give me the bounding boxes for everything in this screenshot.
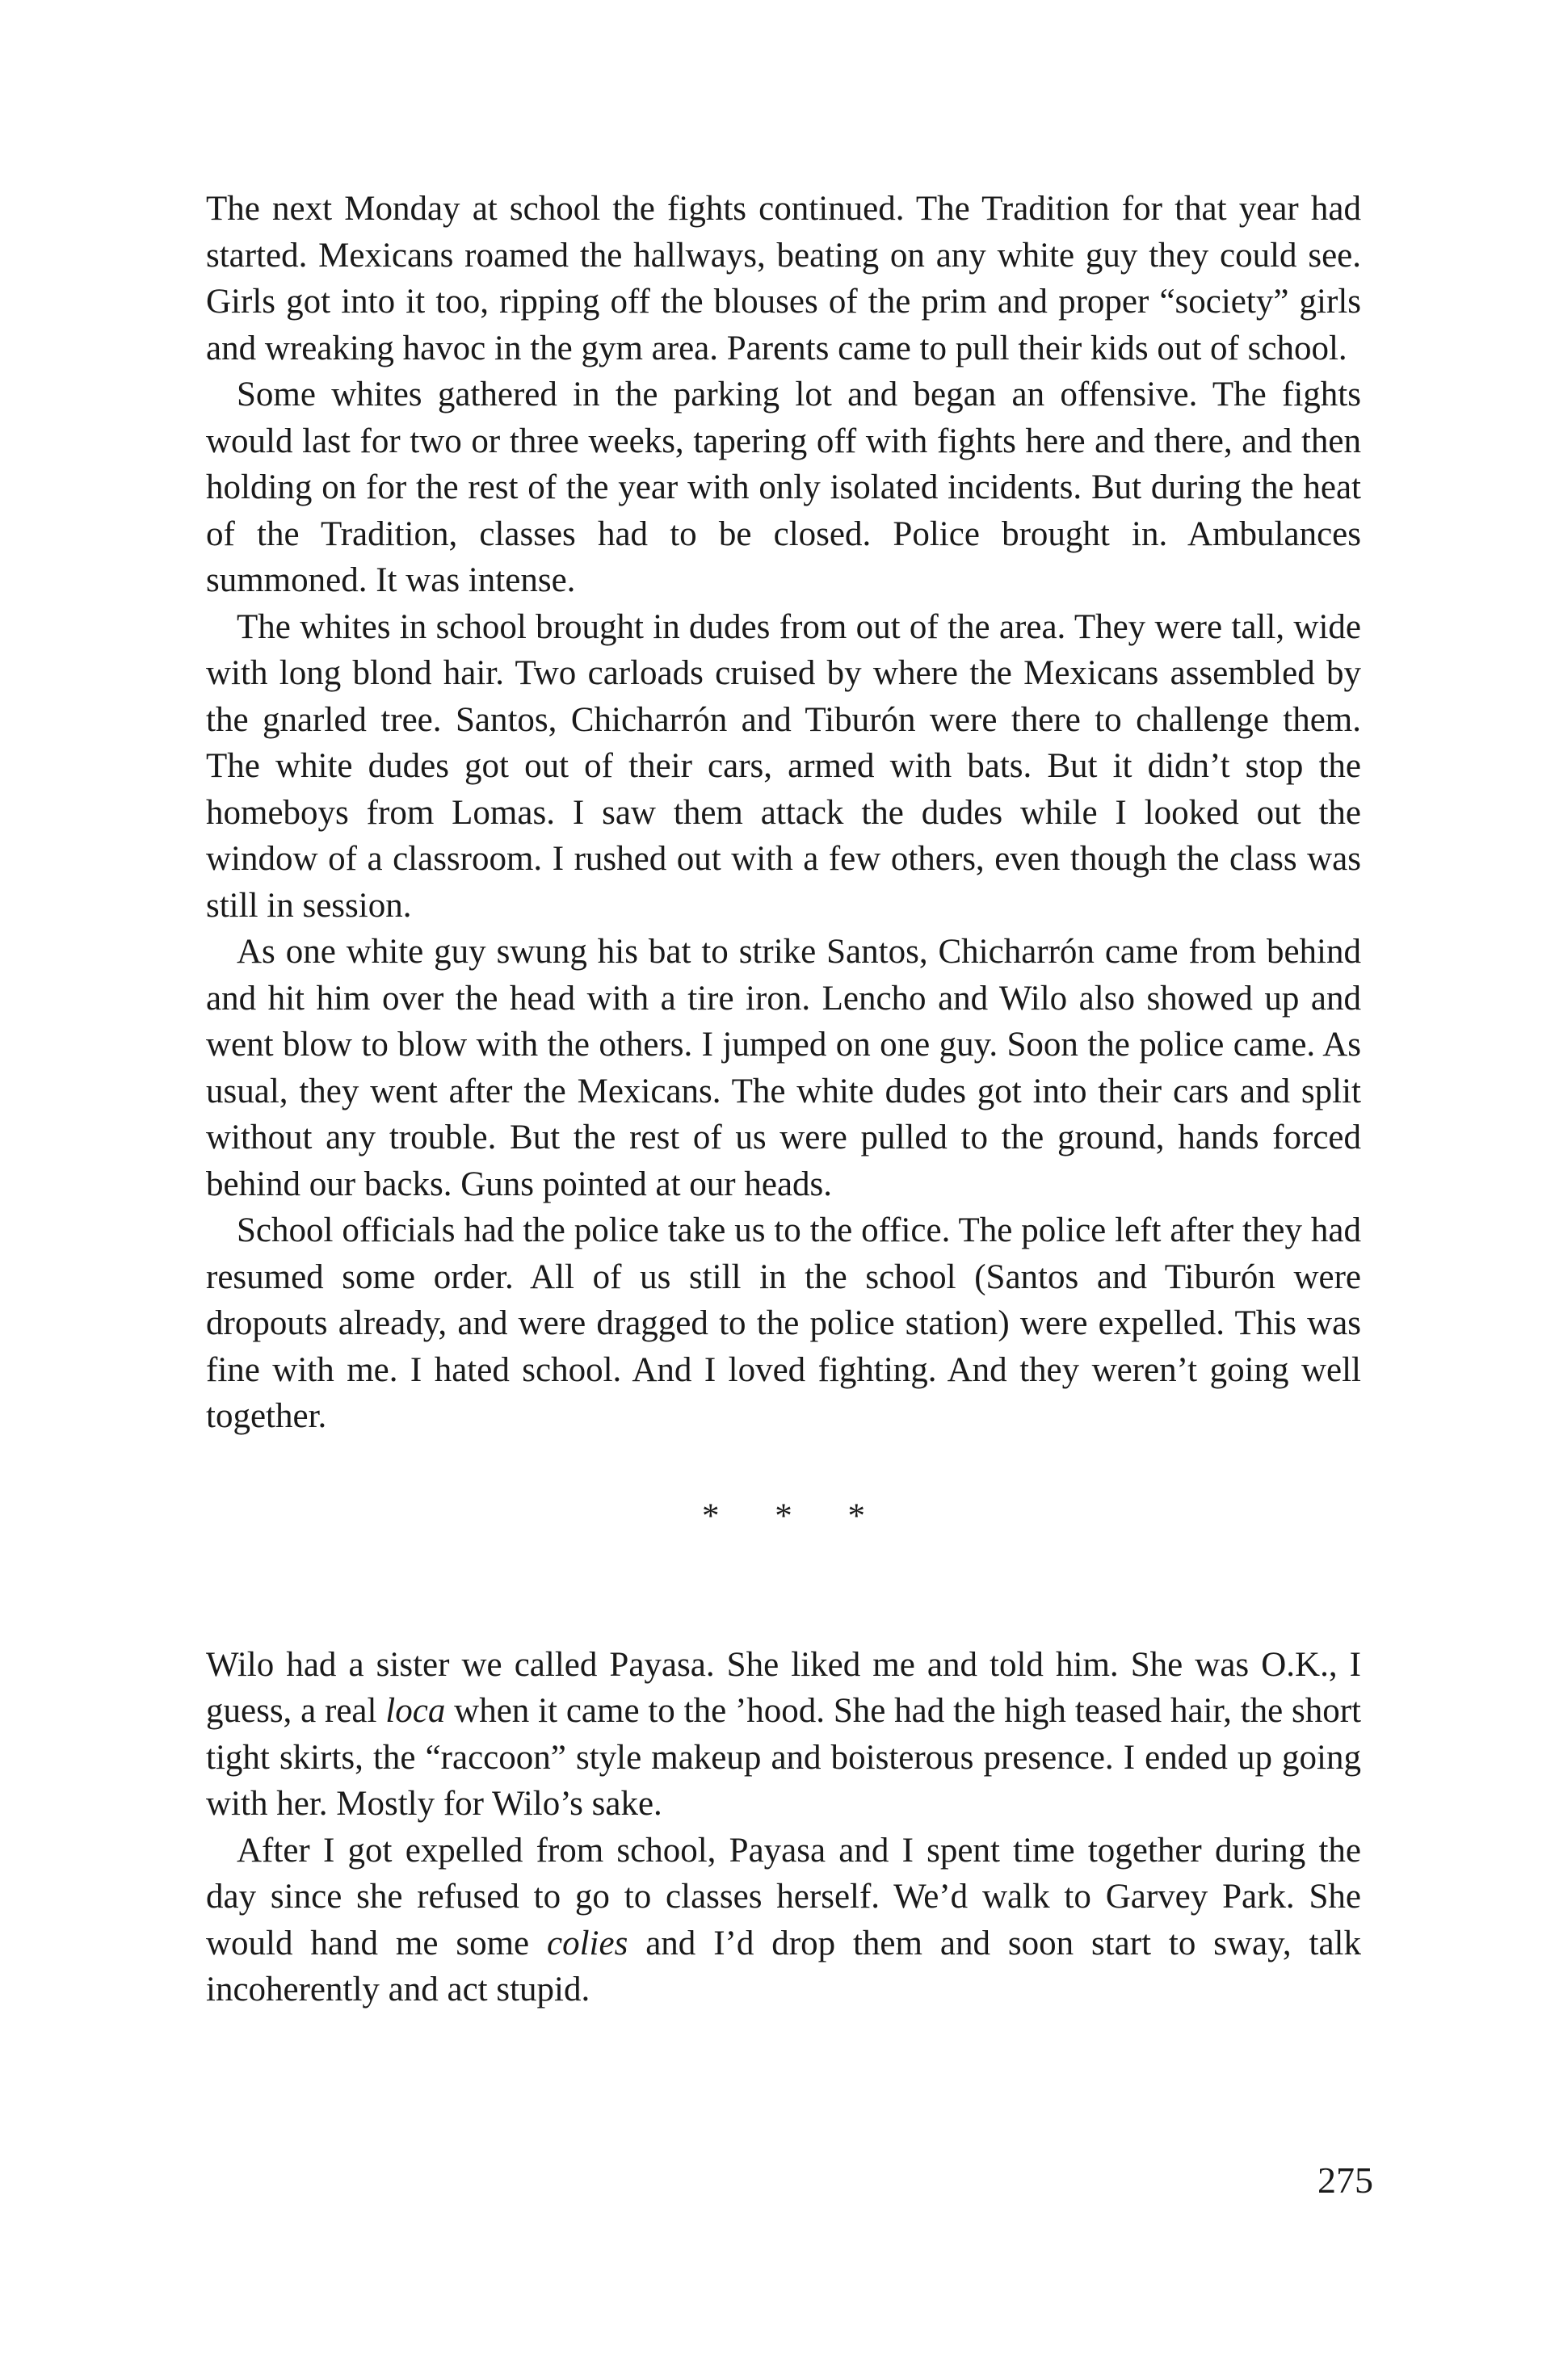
paragraph-fights-continued: The next Monday at school the fights continued. The Tradition for that year had started. Mexicans roamed the hallways, beating on any white guy they could see. Girls got into it too, ripping off the blouses of the prim and proper “society” girls and wreaking havoc in the gym area. Parents came to pull their kids out of school. [206,190,1361,367]
section-break-asterisks: * * * [702,1496,865,1535]
paragraph-white-dudes: The whites in school brought in dudes from out of the area. They were tall, wide with long blond hair. Two carloads cruised by where the Mexicans assembled by the gnarled tree. Santos, Chicharrón and Tiburón were there to challenge them. The white dudes got out of their cars, armed with bats. But it didn’t stop the homeboys from Lomas. I saw them attack the dudes while I looked out the window of a classroom. I rushed out with a few others, even though the class was still in session. [206,607,1361,925]
paragraph-expelled: School officials had the police take us to the office. The police left after they had resumed some order. All of us still in the school (Santos and Tiburón were dropouts already, and were dragged to the police station) were expelled. This was fine with me. I hated school. And I loved fighting. And they weren’t going well together. [206,1211,1361,1435]
italic-word-loca: loca [385,1692,446,1730]
italic-word-colies: colies [547,1924,628,1962]
paragraph-garvey-park [206,1828,1361,2013]
paragraph-payasa-text-1: Wilo had a sister we called Payasa. She liked me and told him. She was O.K., I guess, a real [206,1645,1361,1730]
section-break [206,1440,1361,1642]
paragraph-payasa-text-2: when it came to the ’hood. She had the high teased hair, the short tight skirts, the “raccoon” style makeup and boisterous presence. I ended up going with her. Mostly for Wilo’s sake. [206,1692,1362,1823]
paragraph-garvey-park-text-2: and I’d drop them and soon start to sway, talk incoherently and act stupid. [206,1924,1361,2009]
paragraph-offensive: Some whites gathered in the parking lot and began an offensive. The fights would last for two or three weeks, tapering off with fights here and there, and then holding on for the rest of the year with only isolated incidents. But during the heat of the Tradition, classes had to be closed. Police brought in. Ambulances summoned. It was intense. [206,376,1361,599]
paragraph-tire-iron: As one white guy swung his bat to strike Santos, Chicharrón came from behind and hit him over the head with a tire iron. Lencho and Wilo also showed up and went blow to blow with the others. I jumped on one guy. Soon the police came. As usual, they went after the Mexicans. The white dudes got into their cars and split without any trouble. But the rest of us were pulled to the ground, hands forced behind our backs. Guns pointed at our heads. [206,933,1361,1203]
paragraph-payasa [206,1642,1361,1828]
page-number: 275 [1317,2160,1373,2201]
page-body [206,186,1361,2013]
paragraph-garvey-park-text-1: After I got expelled from school, Payasa and I spent time together during the day since she refused to go to classes herself. We’d walk to Garvey Park. She would hand me some [206,1831,1361,1962]
